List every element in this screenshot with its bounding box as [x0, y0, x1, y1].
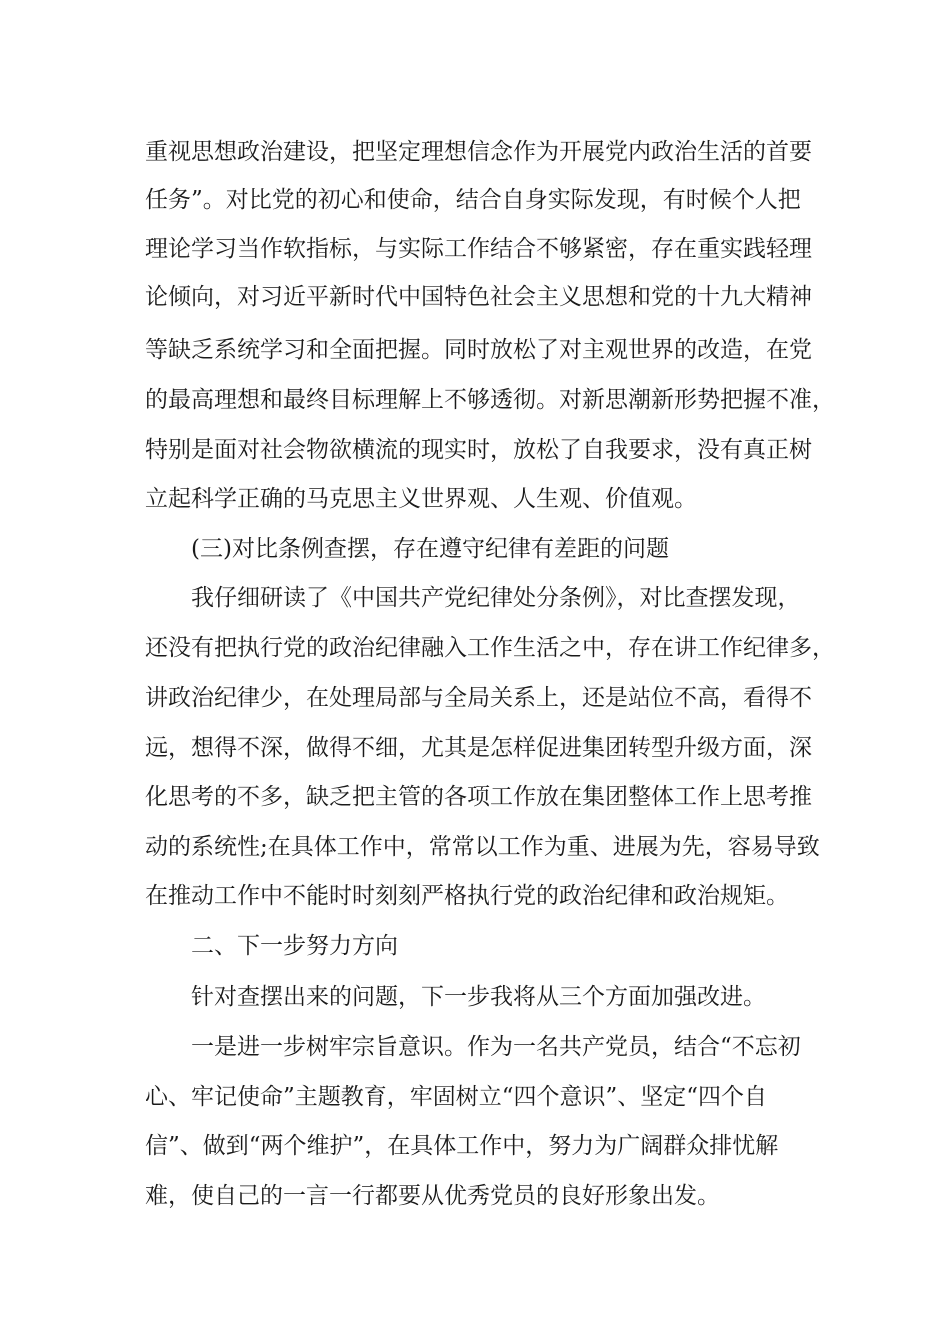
paragraph-line: 特别是面对社会物欲横流的现实时，放松了自我要求，没有真正树	[145, 437, 812, 463]
paragraph-line: 论倾向，对习近平新时代中国特色社会主义思想和党的十九大精神	[145, 284, 812, 310]
paragraph-line: 重视思想政治建设，把坚定理想信念作为开展党内政治生活的首要	[145, 139, 812, 165]
paragraph-line: 等缺乏系统学习和全面把握。同时放松了对主观世界的改造，在党	[145, 337, 812, 363]
paragraph-line: 任务”。对比党的初心和使命，结合自身实际发现，有时候个人把	[145, 187, 801, 213]
paragraph-line: 动的系统性;在具体工作中，常常以工作为重、进展为先，容易导致	[145, 834, 820, 860]
section-heading: 二、下一步努力方向	[191, 933, 398, 959]
paragraph-line: 立起科学正确的马克思主义世界观、人生观、价值观。	[145, 486, 697, 512]
paragraph-line: 难，使自己的一言一行都要从优秀党员的良好形象出发。	[145, 1183, 720, 1209]
paragraph-line: 针对查摆出来的问题，下一步我将从三个方面加强改进。	[191, 984, 766, 1010]
paragraph-line: 心、牢记使命”主题教育，牢固树立“四个意识”、坚定“四个自	[145, 1084, 768, 1110]
paragraph-line: 理论学习当作软指标，与实际工作结合不够紧密，存在重实践轻理	[145, 236, 812, 262]
paragraph-line: 远，想得不深，做得不细，尤其是怎样促进集团转型升级方面，深	[145, 735, 812, 761]
section-heading: (三)对比条例查摆，存在遵守纪律有差距的问题	[191, 536, 669, 562]
paragraph-line: 在推动工作中不能时时刻刻严格执行党的政治纪律和政治规矩。	[145, 883, 789, 909]
paragraph-line: 化思考的不多，缺乏把主管的各项工作放在集团整体工作上思考推	[145, 784, 812, 810]
paragraph-line: 我仔细研读了《中国共产党纪律处分条例》，对比查摆发现，	[191, 585, 801, 611]
paragraph-line: 讲政治纪律少，在处理局部与全局关系上，还是站位不高，看得不	[145, 685, 812, 711]
paragraph-line: 信”、做到“两个维护”，在具体工作中，努力为广阔群众排忧解	[145, 1133, 779, 1159]
paragraph-line: 还没有把执行党的政治纪律融入工作生活之中，存在讲工作纪律多，	[145, 635, 835, 661]
paragraph-line: 的最高理想和最终目标理解上不够透彻。对新思潮新形势把握不准，	[145, 387, 835, 413]
paragraph-line: 一是进一步树牢宗旨意识。作为一名共产党员，结合“不忘初	[191, 1034, 801, 1060]
